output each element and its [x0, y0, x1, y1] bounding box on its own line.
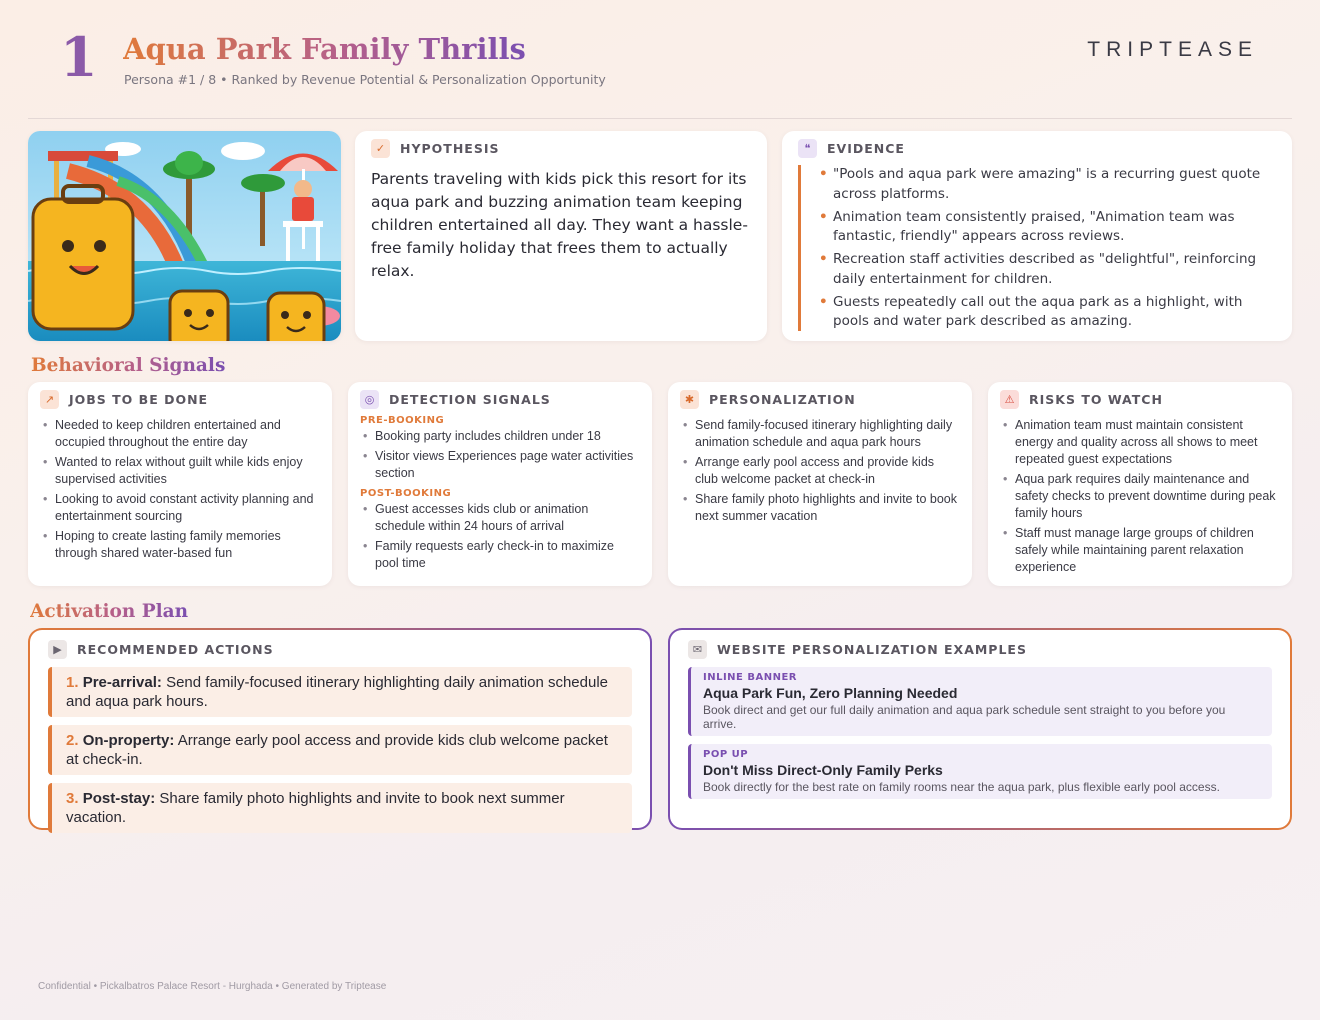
hypothesis-text: Parents traveling with kids pick this resort for its aqua park and buzzing animation team keeping children entertained all day. They want a hassle-free family holiday that frees them to actually relax. — [371, 170, 748, 280]
detection-label: DETECTION SIGNALS — [389, 392, 551, 407]
example-body: Book direct and get our full daily animation and aqua park schedule sent straight to you before you arrive. — [703, 703, 1226, 731]
example-body: Book directly for the best rate on family rooms near the aqua park, plus flexible early pool access. — [703, 780, 1220, 794]
arrow-up-right-icon: ↗ — [40, 390, 59, 409]
persona-illustration — [28, 131, 341, 341]
list-item: • Guest accesses kids club or animation schedule within 24 hours of arrival — [360, 501, 640, 535]
header-divider — [28, 118, 1292, 119]
action-item — [48, 667, 632, 717]
target-icon: ◎ — [360, 390, 379, 409]
warning-icon: ⚠ — [1000, 390, 1019, 409]
risks-card — [988, 382, 1292, 586]
personalization-label: PERSONALIZATION — [709, 392, 856, 407]
example-title: Don't Miss Direct-Only Family Perks — [703, 762, 943, 778]
evidence-item: • Animation team consistently praised, "Animation team was fantastic, friendly" appears across reviews. — [819, 208, 1276, 247]
post-booking-label: POST-BOOKING — [360, 488, 452, 499]
list-item: • Share family photo highlights and invite to book next summer vacation — [680, 491, 960, 525]
persona-number: 1 — [60, 25, 98, 89]
evidence-item: • Recreation staff activities described as "delightful", reinforcing daily entertainment for children. — [819, 250, 1276, 289]
list-item: • Booking party includes children under 18 — [360, 428, 640, 445]
action-text: Share family photo highlights and invite to book next summer vacation. — [66, 790, 565, 826]
list-item: • Looking to avoid constant activity planning and entertainment sourcing — [40, 491, 320, 525]
list-item: • Visitor views Experiences page water activities section — [360, 448, 640, 482]
action-lead: Post-stay: — [82, 790, 156, 807]
action-number: 2. — [66, 732, 79, 749]
risks-label: RISKS TO WATCH — [1029, 392, 1163, 407]
recommended-actions-card — [28, 628, 652, 830]
examples-label: WEBSITE PERSONALIZATION EXAMPLES — [717, 642, 1027, 657]
action-number: 3. — [66, 790, 79, 807]
list-item: • Needed to keep children entertained and occupied throughout the entire day — [40, 417, 320, 451]
envelope-icon: ✉ — [688, 640, 707, 659]
website-examples-card — [668, 628, 1292, 830]
action-lead: On-property: — [82, 732, 175, 749]
list-item: • Staff must manage large groups of children safely while maintaining parent relaxation experience — [1000, 525, 1280, 576]
action-text: Arrange early pool access and provide kids club welcome packet at check-in. — [66, 732, 608, 768]
action-text: Send family-focused itinerary highlighting daily animation schedule and aqua park hours. — [66, 674, 608, 710]
list-item: • Animation team must maintain consistent energy and quality across all shows to meet repeated guest expectations — [1000, 417, 1280, 468]
hypothesis-label: HYPOTHESIS — [400, 141, 500, 156]
personalization-card — [668, 382, 972, 586]
action-item — [48, 783, 632, 833]
example-tag: INLINE BANNER — [703, 672, 797, 683]
evidence-list — [798, 165, 1276, 331]
example-title: Aqua Park Fun, Zero Planning Needed — [703, 685, 958, 701]
evidence-label: EVIDENCE — [827, 141, 905, 156]
jobs-label: JOBS TO BE DONE — [69, 392, 209, 407]
action-item — [48, 725, 632, 775]
footer: Confidential • Pickalbatros Palace Resort - Hurghada • Generated by Triptease — [38, 981, 387, 992]
action-number: 1. — [66, 674, 79, 691]
brand-logo: TRIPTEASE — [1087, 38, 1258, 61]
page-title: Aqua Park Family Thrills — [123, 32, 526, 66]
aqua-park-illustration — [28, 131, 341, 341]
sparkle-icon: ✱ — [680, 390, 699, 409]
play-icon: ▶ — [48, 640, 67, 659]
list-item: • Hoping to create lasting family memories through shared water-based fun — [40, 528, 320, 562]
list-item: • Family requests early check-in to maximize pool time — [360, 538, 640, 572]
evidence-item: • "Pools and aqua park were amazing" is a recurring guest quote across platforms. — [819, 165, 1276, 204]
behavioral-signals-title: Behavioral Signals — [31, 355, 226, 376]
evidence-item: • Guests repeatedly call out the aqua park as a highlight, with pools and water park described as amazing. — [819, 293, 1276, 332]
jobs-card — [28, 382, 332, 586]
check-icon: ✓ — [371, 139, 390, 158]
quote-icon: ❝ — [798, 139, 817, 158]
pre-booking-label: PRE-BOOKING — [360, 415, 445, 426]
action-lead: Pre-arrival: — [82, 674, 162, 691]
example-item — [688, 667, 1272, 736]
list-item: • Aqua park requires daily maintenance and safety checks to prevent downtime during peak family hours — [1000, 471, 1280, 522]
page-header — [0, 0, 1320, 120]
example-tag: POP UP — [703, 749, 749, 760]
evidence-card — [782, 131, 1292, 341]
list-item: • Arrange early pool access and provide kids club welcome packet at check-in — [680, 454, 960, 488]
example-item — [688, 744, 1272, 799]
list-item: • Wanted to relax without guilt while kids enjoy supervised activities — [40, 454, 320, 488]
list-item: • Send family-focused itinerary highlighting daily animation schedule and aqua park hours — [680, 417, 960, 451]
hypothesis-card — [355, 131, 767, 341]
activation-plan-title: Activation Plan — [30, 601, 189, 622]
detection-card — [348, 382, 652, 586]
page-subtitle: Persona #1 / 8 • Ranked by Revenue Potential & Personalization Opportunity — [124, 72, 606, 87]
actions-label: RECOMMENDED ACTIONS — [77, 642, 274, 657]
